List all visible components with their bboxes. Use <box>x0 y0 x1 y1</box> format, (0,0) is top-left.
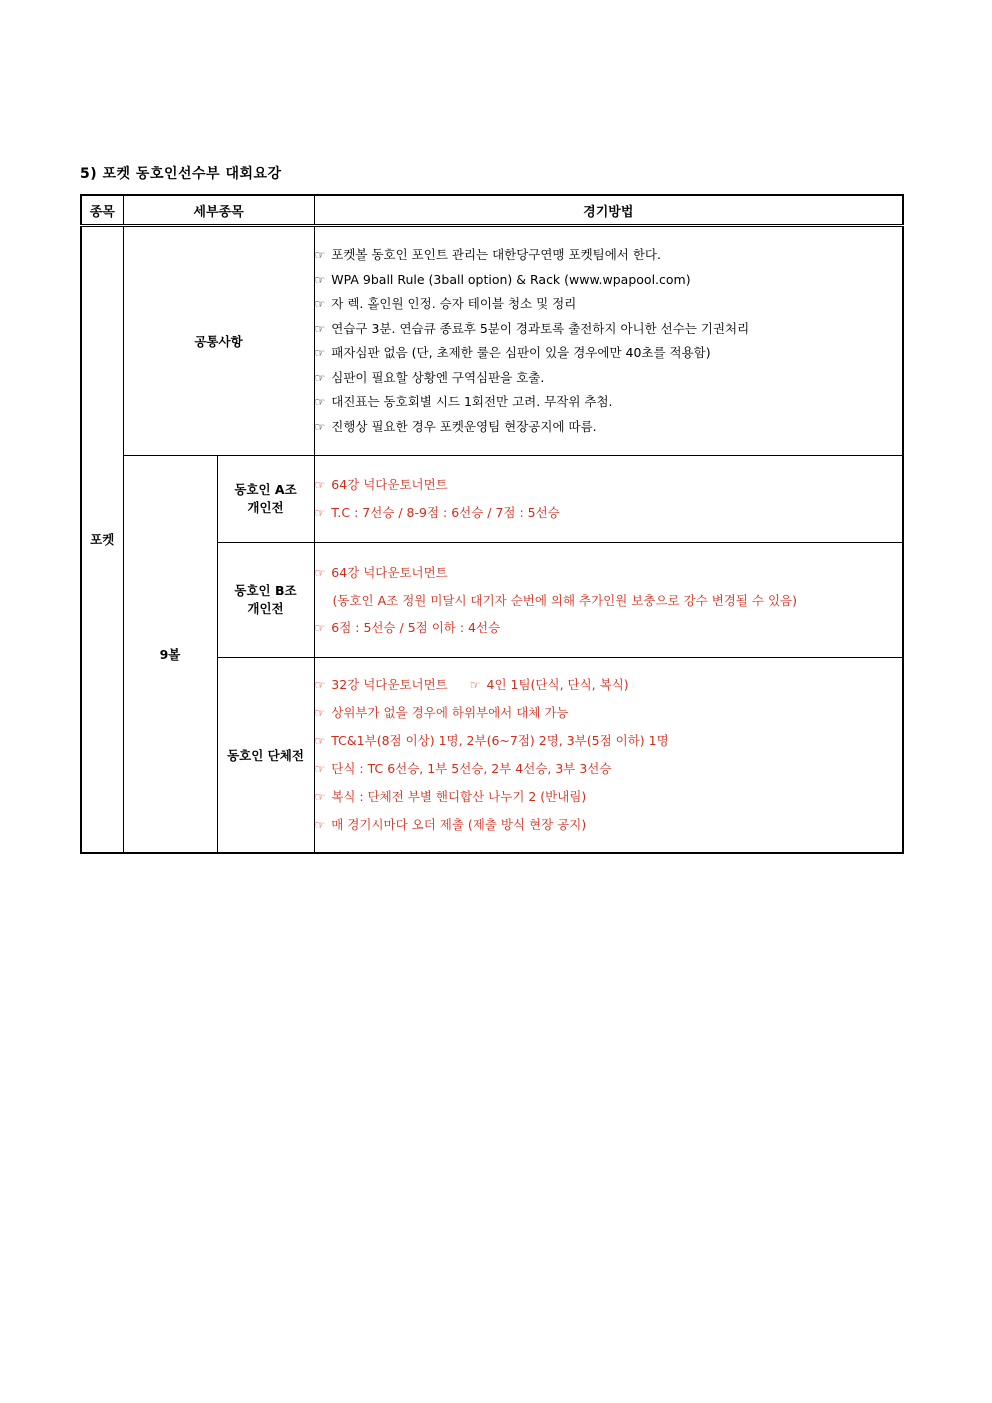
pointing-hand-icon: ☞ <box>314 761 326 776</box>
pointing-hand-icon: ☞ <box>314 321 326 336</box>
common-line: ☞ 패자심판 없음 (단, 초제한 룰은 심판이 있을 경우에만 40초를 적용함) <box>315 341 903 366</box>
rule-line: ☞ T.C : 7선승 / 8-9점 : 6선승 / 7점 : 5선승 <box>315 499 903 527</box>
pointing-hand-icon: ☞ <box>469 677 481 692</box>
team-label: 동호인 단체전 <box>217 658 314 853</box>
group-a-label: 동호인 A조 개인전 <box>217 456 314 543</box>
pointing-hand-icon: ☞ <box>314 248 326 262</box>
rule-line: ☞ 64강 넉다운토너먼트 <box>315 471 903 499</box>
group-b-method-cell <box>314 543 903 658</box>
pointing-hand-icon: ☞ <box>314 620 326 635</box>
pointing-hand-icon: ☞ <box>314 506 326 520</box>
header-category: 종목 <box>81 195 123 226</box>
pointing-hand-icon: ☞ <box>314 705 326 720</box>
group-b-label: 동호인 B조 개인전 <box>217 543 314 658</box>
pointing-hand-icon: ☞ <box>314 419 326 434</box>
rule-line: ☞ 64강 넉다운토너먼트 <box>315 559 903 587</box>
pointing-hand-icon: ☞ <box>314 478 326 492</box>
group-a-row <box>81 456 903 543</box>
pointing-hand-icon: ☞ <box>314 395 326 409</box>
rule-note-line: (동호인 A조 정원 미달시 대기자 순번에 의해 추가인원 보충으로 강수 변경될 수 있음) <box>332 592 797 608</box>
common-line: ☞ 연습구 3분. 연습큐 종료후 5분이 경과토록 출전하지 아니한 선수는 기권처리 <box>315 317 903 342</box>
pointing-hand-icon: ☞ <box>314 370 326 385</box>
rule-line: ☞ 32강 넉다운토너먼트 ☞ 4인 1팀(단식, 단식, 복식) <box>315 671 903 699</box>
pointing-hand-icon: ☞ <box>314 817 326 832</box>
rules-table <box>80 194 904 854</box>
rule-line: ☞ 복식 : 단체전 부별 핸디합산 나누기 2 (반내림) <box>315 783 903 811</box>
section-title: 5) 포켓 동호인선수부 대회요강 <box>80 166 282 182</box>
pointing-hand-icon: ☞ <box>314 733 326 748</box>
group-a-method-cell <box>314 456 903 543</box>
rule-line: ☞ 상위부가 없을 경우에 하위부에서 대체 가능 <box>315 699 903 727</box>
nine-ball-label: 9볼 <box>123 456 217 853</box>
common-line: ☞ 자 렉. 홀인원 인정. 승자 테이블 청소 및 정리 <box>315 292 903 317</box>
common-line: ☞ 진행상 필요한 경우 포켓운영팀 현장공지에 따름. <box>315 415 903 440</box>
pointing-hand-icon: ☞ <box>314 272 326 287</box>
header-method: 경기방법 <box>314 195 903 226</box>
team-method-cell <box>314 658 903 853</box>
common-method-cell <box>314 226 903 456</box>
common-label: 공통사항 <box>123 226 314 456</box>
pointing-hand-icon: ☞ <box>314 297 326 311</box>
common-line: ☞ 심판이 필요할 상황엔 구역심판을 호출. <box>315 366 903 391</box>
category-cell: 포켓 <box>81 226 123 853</box>
pointing-hand-icon: ☞ <box>314 346 326 360</box>
pointing-hand-icon: ☞ <box>314 789 326 804</box>
pointing-hand-icon: ☞ <box>314 677 326 692</box>
header-subcategory: 세부종목 <box>123 195 314 226</box>
common-line: ☞ 대진표는 동호회별 시드 1회전만 고려. 무작위 추첨. <box>315 390 903 415</box>
common-line: ☞ WPA 9ball Rule (3ball option) & Rack (www.wpapool.com) <box>315 268 903 293</box>
rule-line: ☞ 단식 : TC 6선승, 1부 5선승, 2부 4선승, 3부 3선승 <box>315 755 903 783</box>
common-row <box>81 226 903 456</box>
rule-line: ☞ 6점 : 5선승 / 5점 이하 : 4선승 <box>315 614 903 642</box>
common-line: ☞ 포켓볼 동호인 포인트 관리는 대한당구연맹 포켓팀에서 한다. <box>315 243 903 268</box>
rule-line: ☞ TC&1부(8점 이상) 1명, 2부(6~7점) 2명, 3부(5점 이하) 1명 <box>315 727 903 755</box>
header-row <box>81 195 903 226</box>
rule-line: ☞ 매 경기시마다 오더 제출 (제출 방식 현장 공지) <box>315 811 903 839</box>
pointing-hand-icon: ☞ <box>314 565 326 580</box>
